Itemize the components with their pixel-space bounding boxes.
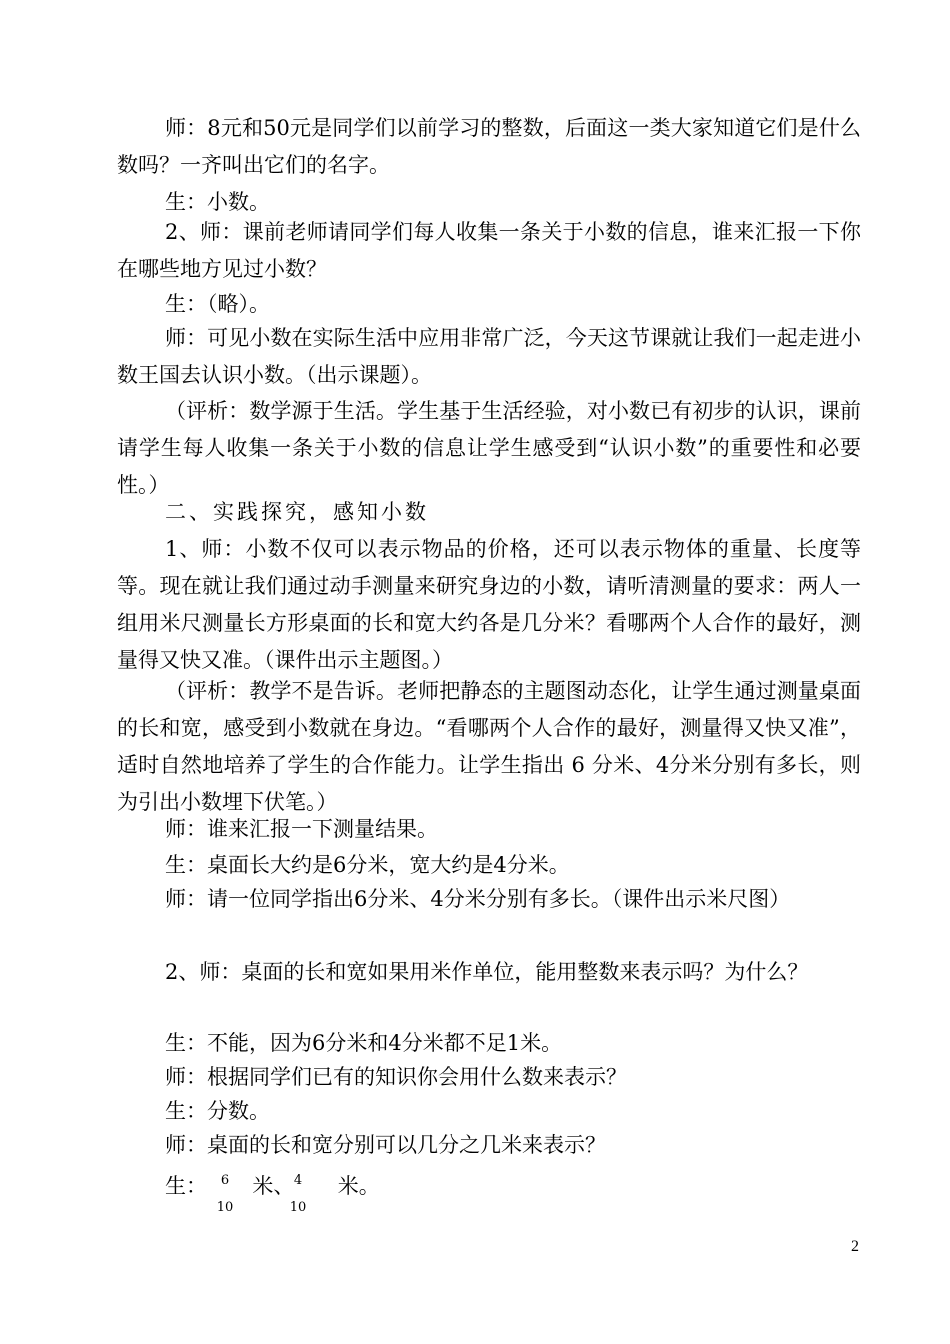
paragraph-2: 生：小数。 [165,190,270,214]
paragraph-7: 师：谁来汇报一下测量结果。 [165,817,438,841]
paragraph-3: 2、师：课前老师请同学们每人收集一条关于小数的信息，谁来汇报一下你在哪些地方见过小数？ [117,220,861,281]
fraction-1-numerator: 6 [220,1173,230,1188]
paragraph-14: 师：桌面的长和宽分别可以几分之几米来表示？ [165,1133,606,1157]
paragraph-10: 2、师：桌面的长和宽如果用米作单位，能用整数来表示吗？为什么？ [165,960,809,984]
paragraph-4: 生：（略）。 [165,292,270,316]
unit-2: 米。 [337,1174,380,1198]
page-number: 2 [851,1238,859,1255]
commentary-2: （评析：教学不是告诉。老师把静态的主题图动态化，让学生通过测量桌面的长和宽，感受到小数就在身边。“看哪两个人合作的最好，测量得又快又准”，适时自然地培养了学生的合作能力。让学生指出 6 分米、4分米分别有多长，则为引出小数埋下伏笔。） [117,679,861,814]
paragraph-5: 师：可见小数在实际生活中应用非常广泛，今天这节课就让我们一起走进小数王国去认识小数。（出示课题）。 [117,326,861,387]
answer-prefix: 生： [165,1174,207,1198]
fraction-1-denominator: 10 [216,1200,234,1215]
unit-1: 米、 [252,1174,295,1198]
commentary-1: （评析：数学源于生活。学生基于生活经验，对小数已有初步的认识，课前请学生每人收集一条关于小数的信息让学生感受到“认识小数”的重要性和必要性。） [117,399,861,497]
section-heading: 二、实践探究，感知小数 [165,500,429,524]
paragraph-11: 生：不能，因为6分米和4分米都不足1米。 [165,1031,563,1055]
fraction-answer-line [165,1168,380,1205]
fraction-2-denominator: 10 [289,1200,307,1215]
paragraph-1: 师：8元和50元是同学们以前学习的整数，后面这一类大家知道它们是什么数吗？一齐叫出它们的名字。 [117,116,861,177]
paragraph-13: 生：分数。 [165,1099,270,1123]
paragraph-12: 师：根据同学们已有的知识你会用什么数来表示？ [165,1065,627,1089]
paragraph-6: 1、师：小数不仅可以表示物品的价格，还可以表示物体的重量、长度等等。现在就让我们通过动手测量来研究身边的小数，请听清测量的要求：两人一组用米尺测量长方形桌面的长和宽大约各是几分米？看哪两个人合作的最好，测量得又快又准。（课件出示主题图。） [117,537,861,672]
fraction-2-numerator: 4 [293,1173,303,1188]
paragraph-8: 生：桌面长大约是6分米，宽大约是4分米。 [165,853,570,877]
paragraph-9: 师：请一位同学指出6分米、4分米分别有多长。（课件出示米尺图） [165,887,791,911]
